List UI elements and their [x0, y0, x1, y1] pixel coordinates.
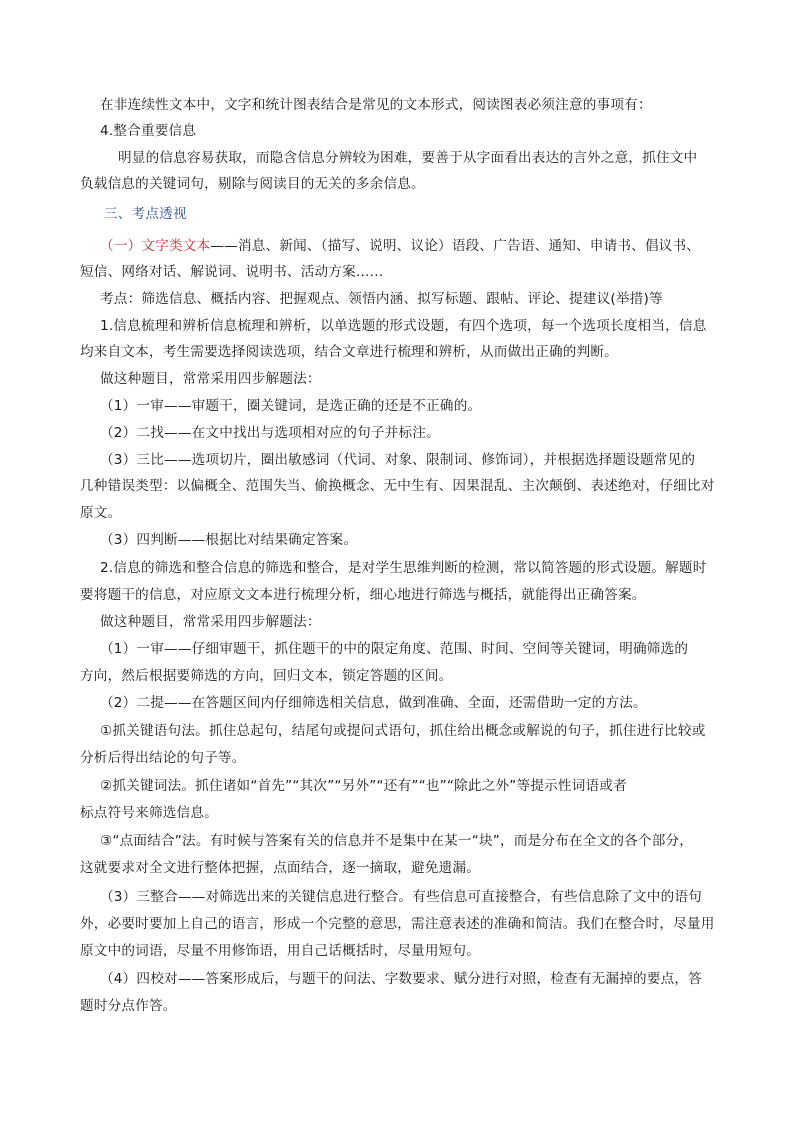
t2-line: （2）二提——在答题区间内仔细筛选相关信息，做到准确、全面，还需借助一定的方法。 [100, 695, 647, 711]
method1-line: 做这种题目，常常采用四步解题法： [100, 371, 321, 387]
p1-line1: 1.信息梳理和辨析信息梳理和辨析，以单选题的形式设题，有四个选项，每一个选项长度相当，信息 [100, 318, 707, 334]
step4-line: （3）四判断——根据比对结果确定答案。 [100, 532, 358, 548]
kaodian-line: 考点：筛选信息、概括内容、把握观点、领悟内涵、拟写标题、跟帖、评论、提建议(举措)等 [100, 291, 663, 307]
c3-line2: 这就要求对全文进行整体把握，点面结合，逐一摘取，避免遗漏。 [80, 860, 481, 876]
p2-line2: 要将题干的信息，对应原文文本进行梳理分析，细心地进行筛选与概括，就能得出正确答案。 [80, 587, 646, 603]
c2-line2: 标点符号来筛选信息。 [80, 805, 218, 821]
step2-line: （2）二找——在文中找出与选项相对应的句子并标注。 [100, 425, 440, 441]
t4-line2: 题时分点作答。 [80, 998, 177, 1014]
item4-paragraph-line1: 明显的信息容易获取，而隐含信息分辨较为困难，要善于从字面看出表达的言外之意，抓住文中 [118, 150, 698, 166]
t3-line2: 外，必要时要加上自己的语言，形成一个完整的意思，需注意表述的准确和简洁。我们在整合时，尽量用 [80, 916, 715, 932]
t3-line1: （3）三整合——对筛选出来的关键信息进行整合。有些信息可直接整合，有些信息除了文中的语句 [100, 889, 702, 905]
step3-line1: （3）三比——选项切片，圈出敏感词（代词、对象、限制词、修饰词），并根据选择题设题常见的 [100, 452, 696, 468]
t4-line1: （4）四校对——答案形成后，与题干的问法、字数要求、赋分进行对照，检查有无漏掉的要点，答 [100, 971, 702, 987]
sub1-label: （一）文字类文本 [100, 238, 211, 254]
sub1-heading-line [100, 236, 700, 256]
intro-text: 在非连续性文本中，文字和统计图表结合是常见的文本形式，阅读图表必须注意的事项有： [100, 97, 652, 113]
c3-line1: ③“点面结合”法。有时候与答案有关的信息并不是集中在某一“块”，而是分布在全文的各个部分， [100, 833, 694, 849]
step3-line2: 几种错误类型：以偏概全、范围失当、偷换概念、无中生有、因果混乱、主次颠倒、表述绝对，仔细比对 [80, 478, 715, 494]
c1-line2: 分析后得出结论的句子等。 [80, 750, 246, 766]
item4-title: 4.整合重要信息 [100, 123, 197, 139]
t1-line1: （1）一审——仔细审题干，抓住题干的中的限定角度、范围、时间、空间等关键词，明确筛选的 [100, 641, 689, 657]
t1-line2: 方向，然后根据要筛选的方向，回归文本，锁定答题的区间。 [80, 668, 453, 684]
c2-line1: ②抓关键词法。抓住诸如“首先”“其次”“另外”“还有”“也”“除此之外”等提示性词语或者 [100, 778, 627, 794]
step3-line3: 原文。 [80, 505, 122, 521]
t3-line3: 原文中的词语，尽量不用修饰语，用自己话概括时，尽量用短句。 [80, 943, 481, 959]
item4-paragraph-line2: 负载信息的关键词句，剔除与阅读目的无关的多余信息。 [80, 176, 425, 192]
p1-line2: 均来自文本，考生需要选择阅读选项，结合文章进行梳理和辨析，从而做出正确的判断。 [80, 344, 618, 360]
c1-line1: ①抓关键语句法。抓住总起句，结尾句或提问式语句，抓住给出概念或解说的句子，抓住进行比较或 [100, 723, 706, 739]
p2-line1: 2.信息的筛选和整合信息的筛选和整合，是对学生思维判断的检测，常以简答题的形式设题。解题时 [100, 560, 707, 576]
section3-heading: 三、考点透视 [104, 206, 187, 222]
step1-line: （1）一审——审题干，圈关键词，是选正确的还是不正确的。 [100, 398, 482, 414]
method2-line: 做这种题目，常常采用四步解题法： [100, 614, 321, 630]
sub1-rest: ——消息、新闻、（描写、说明、议论）语段、广告语、通知、申请书、倡议书、 [210, 238, 701, 254]
sub1-continuation: 短信、网络对话、解说词、说明书、活动方案…… [80, 264, 384, 280]
